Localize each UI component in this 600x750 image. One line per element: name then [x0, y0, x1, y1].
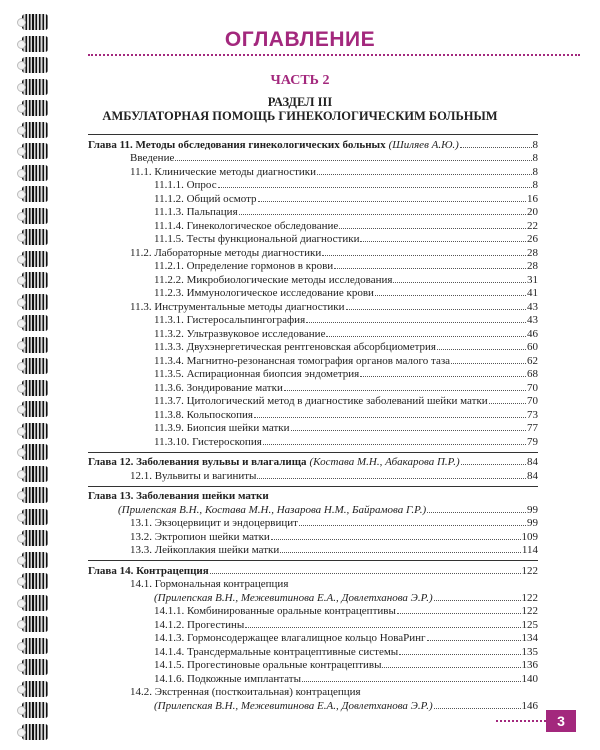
entry-title: 11.1. Клинические методы диагностики — [130, 165, 317, 178]
entry-title: 11.3.10. Гистероскопия — [154, 435, 262, 448]
toc-row[interactable] — [88, 577, 538, 591]
entry-title: 11.1.3. Пальпация — [154, 206, 238, 218]
toc-row[interactable] — [88, 272, 538, 286]
dot-leader — [258, 201, 526, 202]
entry-authors: (Прилепская В.Н., Межевитинова Е.А., Довлетханова Э.Р.) — [154, 699, 433, 712]
entry-title: 14.1.5. Прогестиновые оральные контрацептивы — [154, 659, 382, 671]
punch-hole — [17, 470, 26, 479]
entry-title: 13.2. Эктропион шейки матки — [130, 530, 270, 543]
toc-row[interactable] — [88, 259, 538, 273]
dot-leader — [360, 376, 526, 377]
entry-title: 14.1.4. Трансдермальные контрацептивные системы — [154, 645, 399, 658]
punch-hole — [17, 556, 26, 565]
page-ref: 62 — [527, 354, 538, 367]
dot-leader — [218, 187, 532, 188]
dot-leader — [306, 322, 526, 323]
chapter-block — [88, 134, 538, 448]
toc-row[interactable] — [88, 658, 538, 672]
chapter-block — [88, 560, 538, 712]
toc-row[interactable] — [88, 407, 538, 421]
chapter-heading-row[interactable] — [88, 563, 538, 577]
chapter-authors: (Костава М.Н., Абакарова П.Р.) — [309, 456, 460, 468]
punch-hole — [17, 126, 26, 135]
punch-hole — [17, 728, 26, 737]
dot-leader — [210, 573, 521, 574]
punch-hole — [17, 534, 26, 543]
punch-hole — [17, 384, 26, 393]
spiral-ring — [22, 165, 48, 181]
dot-leader — [322, 255, 526, 256]
punch-hole — [17, 169, 26, 178]
spiral-ring — [22, 595, 48, 611]
toc-row[interactable] — [88, 394, 538, 408]
entry-title: 11.1.2. Общий осмотр — [154, 192, 257, 205]
toc-row[interactable] — [88, 468, 538, 482]
toc-row[interactable] — [88, 434, 538, 448]
dot-leader — [434, 708, 521, 709]
page-ref: 46 — [527, 327, 538, 340]
footer-divider — [496, 720, 546, 722]
dot-leader — [245, 627, 520, 628]
entry-title: 11.3.3. Двухэнергетическая рентгеновская абсорбциометрия — [154, 341, 436, 353]
page-ref: 84 — [527, 456, 538, 468]
page-ref: 43 — [527, 314, 538, 326]
entry-title: 11.3.5. Аспирационная биопсия эндометрия — [154, 368, 360, 380]
chapter-heading-row[interactable] — [88, 137, 538, 151]
entry-title: 13.1. Экзоцервицит и эндоцервицит — [130, 517, 298, 529]
page-ref: 41 — [527, 287, 538, 299]
spiral-ring — [22, 509, 48, 525]
spiral-ring — [22, 702, 48, 718]
page-ref: 16 — [527, 192, 538, 205]
table-of-contents — [88, 134, 538, 712]
toc-row[interactable] — [88, 604, 538, 618]
punch-hole — [17, 448, 26, 457]
punch-hole — [17, 491, 26, 500]
entry-title: 14.1.6. Подкожные имплантаты — [154, 672, 301, 685]
punch-hole — [17, 276, 26, 285]
punch-hole — [17, 663, 26, 672]
dot-leader — [434, 600, 521, 601]
dot-leader — [375, 295, 526, 296]
toc-row[interactable] — [88, 685, 538, 699]
punch-hole — [17, 513, 26, 522]
entry-title: 11.2. Лабораторные методы диагностики — [130, 246, 322, 259]
toc-row[interactable] — [88, 313, 538, 327]
chapter-authors: (Прилепская В.Н., Костава М.Н., Назарова Н.М., Байрамова Г.Р.) — [118, 503, 427, 516]
entry-title: 11.3.1. Гистеросальпингография — [154, 314, 306, 326]
entry-title: 11.3. Инструментальные методы диагностики — [130, 300, 345, 313]
page-ref: 8 — [532, 152, 538, 164]
spiral-ring — [22, 315, 48, 331]
dot-leader — [397, 613, 521, 614]
spiral-ring — [22, 423, 48, 439]
dot-leader — [280, 552, 521, 553]
page-ref: 84 — [527, 469, 538, 482]
dot-leader — [460, 147, 532, 148]
spiral-ring — [22, 380, 48, 396]
page-ref: 26 — [527, 233, 538, 245]
page-ref: 146 — [521, 699, 538, 712]
punch-hole — [17, 319, 26, 328]
toc-row[interactable] — [88, 543, 538, 557]
spiral-ring — [22, 466, 48, 482]
dot-leader — [399, 654, 520, 655]
punch-hole — [17, 362, 26, 371]
page-ref: 70 — [527, 381, 538, 394]
toc-row[interactable] — [88, 644, 538, 658]
dot-leader — [427, 512, 526, 513]
dot-leader — [339, 228, 526, 229]
toc-row[interactable] — [88, 516, 538, 530]
spiral-ring — [22, 294, 48, 310]
dot-leader — [239, 214, 526, 215]
entry-title: 14.1. Гормональная контрацепция — [130, 578, 289, 590]
page-ref: 70 — [527, 395, 538, 407]
dot-leader — [271, 539, 521, 540]
chapter-heading-row[interactable] — [88, 489, 538, 503]
dot-leader — [302, 681, 521, 682]
entry-title: 14.1.3. Гормонсодержащее влагалищное кольцо НоваРинг — [154, 632, 426, 644]
chapter-title: Глава 14. Контрацепция — [88, 564, 209, 577]
punch-hole — [17, 298, 26, 307]
dot-leader — [284, 390, 526, 391]
section-number: РАЗДЕЛ III — [267, 95, 333, 109]
punch-hole — [17, 620, 26, 629]
page-ref: 60 — [527, 341, 538, 353]
spiral-ring — [22, 681, 48, 697]
page-ref: 28 — [527, 260, 538, 272]
spiral-ring — [22, 251, 48, 267]
spiral-ring — [22, 573, 48, 589]
toc-row[interactable] — [88, 502, 538, 516]
dot-leader — [427, 640, 521, 641]
entry-title: 12.1. Вульвиты и вагиниты — [130, 469, 257, 482]
dot-leader — [317, 174, 531, 175]
toc-row[interactable] — [88, 205, 538, 219]
entry-title: 11.3.2. Ультразвуковое исследование — [154, 327, 326, 340]
page-ref: 122 — [521, 591, 538, 604]
spiral-ring — [22, 638, 48, 654]
punch-hole — [17, 642, 26, 651]
spiral-ring — [22, 552, 48, 568]
page-ref: 22 — [527, 219, 538, 232]
page-ref: 68 — [527, 368, 538, 380]
spiral-ring — [22, 229, 48, 245]
punch-hole — [17, 427, 26, 436]
dot-leader — [489, 403, 526, 404]
entry-title: 11.1.4. Гинекологическое обследование — [154, 219, 339, 232]
spiral-ring — [22, 530, 48, 546]
spiral-ring — [22, 444, 48, 460]
toc-row[interactable] — [88, 367, 538, 381]
entry-title: 11.2.3. Иммунологическое исследование крови — [154, 287, 374, 299]
spiral-ring — [22, 358, 48, 374]
page-ref: 136 — [521, 659, 538, 671]
toc-row[interactable] — [88, 326, 538, 340]
punch-hole — [17, 599, 26, 608]
chapter-block — [88, 452, 538, 482]
punch-hole — [17, 706, 26, 715]
spiral-ring — [22, 487, 48, 503]
entry-title: 11.3.8. Кольпоскопия — [154, 408, 253, 421]
page-ref: 99 — [527, 503, 538, 516]
toc-row[interactable] — [88, 340, 538, 354]
toc-row[interactable] — [88, 590, 538, 604]
spiral-ring — [22, 724, 48, 740]
page-ref: 122 — [521, 605, 538, 617]
chapter-title: Глава 11. Методы обследования гинекологических больных — [88, 138, 386, 151]
spiral-ring — [22, 272, 48, 288]
entry-title: 11.2.2. Микробиологические методы исследования — [154, 273, 393, 286]
page-ref: 31 — [527, 273, 538, 286]
toc-row[interactable] — [88, 353, 538, 367]
toc-row[interactable] — [88, 164, 538, 178]
entry-title: 11.1.1. Опрос — [154, 179, 217, 191]
punch-hole — [17, 233, 26, 242]
toc-row[interactable] — [88, 671, 538, 685]
page-ref: 134 — [521, 632, 538, 644]
page-ref: 114 — [521, 544, 538, 556]
punch-hole — [17, 147, 26, 156]
entry-authors: (Прилепская В.Н., Межевитинова Е.А., Довлетханова Э.Р.) — [154, 591, 433, 604]
toc-row[interactable] — [88, 151, 538, 165]
page-ref: 28 — [527, 246, 538, 259]
chapter-title: Глава 12. Заболевания вульвы и влагалища — [88, 456, 307, 468]
spiral-ring — [22, 337, 48, 353]
punch-hole — [17, 212, 26, 221]
dot-leader — [326, 336, 526, 337]
punch-hole — [17, 341, 26, 350]
dot-leader — [175, 160, 531, 161]
toc-row[interactable] — [88, 617, 538, 631]
dot-leader — [360, 241, 526, 242]
page-ref: 135 — [521, 645, 538, 658]
header-divider — [88, 54, 580, 56]
spiral-ring — [22, 57, 48, 73]
entry-title: 14.1.1. Комбинированные оральные контрацептивы — [154, 605, 396, 617]
spiral-ring — [22, 186, 48, 202]
entry-title: 11.3.4. Магнитно-резонансная томография органов малого таза — [154, 354, 451, 367]
toc-row[interactable] — [88, 232, 538, 246]
punch-hole — [17, 405, 26, 414]
dot-leader — [393, 282, 526, 283]
dot-leader — [263, 444, 526, 445]
punch-hole — [17, 685, 26, 694]
toc-row[interactable] — [88, 245, 538, 259]
entry-title: Введение — [130, 152, 175, 164]
toc-row[interactable] — [88, 218, 538, 232]
spiral-ring — [22, 143, 48, 159]
chapter-heading-row[interactable] — [88, 455, 538, 469]
page-ref: 140 — [521, 672, 538, 685]
page-ref: 125 — [521, 618, 538, 631]
punch-hole — [17, 61, 26, 70]
page-ref: 8 — [532, 138, 538, 151]
chapter-title: Глава 13. Заболевания шейки матки — [88, 490, 269, 502]
toc-row[interactable] — [88, 380, 538, 394]
dot-leader — [257, 478, 526, 479]
punch-hole — [17, 577, 26, 586]
toc-row[interactable] — [88, 421, 538, 435]
toc-row[interactable] — [88, 631, 538, 645]
spiral-ring — [22, 208, 48, 224]
toc-row[interactable] — [88, 299, 538, 313]
spiral-ring — [22, 659, 48, 675]
chapter-authors: (Шиляев А.Ю.) — [388, 138, 459, 151]
toc-row[interactable] — [88, 529, 538, 543]
page-ref: 99 — [527, 517, 538, 529]
page-ref: 109 — [521, 530, 538, 543]
page-ref: 73 — [527, 408, 538, 421]
dot-leader — [461, 464, 526, 465]
punch-hole — [17, 190, 26, 199]
entry-title: 14.2. Экстренная (посткоитальная) контрацепция — [130, 686, 361, 698]
toc-row[interactable] — [88, 191, 538, 205]
entry-title: 13.3. Лейкоплакия шейки матки — [130, 544, 280, 556]
entry-title: 11.3.9. Биопсия шейки матки — [154, 422, 290, 434]
page-ref: 43 — [527, 300, 538, 313]
entry-title: 14.1.2. Прогестины — [154, 618, 245, 631]
entry-title: 11.3.6. Зондирование матки — [154, 381, 283, 394]
page-ref: 8 — [532, 165, 538, 178]
page-title: ОГЛАВЛЕНИЕ — [224, 28, 376, 51]
toc-row[interactable] — [88, 698, 538, 712]
page-number-badge: 3 — [546, 710, 576, 732]
dot-leader — [437, 349, 526, 350]
punch-hole — [17, 255, 26, 264]
page-ref: 79 — [527, 435, 538, 448]
chapter-block — [88, 486, 538, 557]
dot-leader — [382, 667, 520, 668]
page-ref: 8 — [532, 179, 538, 191]
dot-leader — [451, 363, 526, 364]
section-title: АМБУЛАТОРНАЯ ПОМОЩЬ ГИНЕКОЛОГИЧЕСКИМ БОЛЬНЫМ — [102, 109, 498, 123]
dot-leader — [254, 417, 526, 418]
dot-leader — [291, 430, 526, 431]
toc-row[interactable] — [88, 286, 538, 300]
spiral-ring — [22, 616, 48, 632]
entry-title: 11.3.7. Цитологический метод в диагностике заболеваний шейки матки — [154, 395, 488, 407]
dot-leader — [299, 525, 526, 526]
dot-leader — [346, 309, 526, 310]
entry-title: 11.2.1. Определение гормонов в крови — [154, 260, 334, 272]
spiral-ring — [22, 401, 48, 417]
toc-row[interactable] — [88, 178, 538, 192]
entry-title: 11.1.5. Тесты функциональной диагностики — [154, 233, 360, 245]
page-ref: 77 — [527, 422, 538, 434]
dot-leader — [334, 268, 526, 269]
page-ref: 20 — [527, 206, 538, 218]
punch-hole — [17, 18, 26, 27]
page-ref: 122 — [521, 564, 538, 577]
part-heading: ЧАСТЬ 2 — [270, 73, 330, 88]
